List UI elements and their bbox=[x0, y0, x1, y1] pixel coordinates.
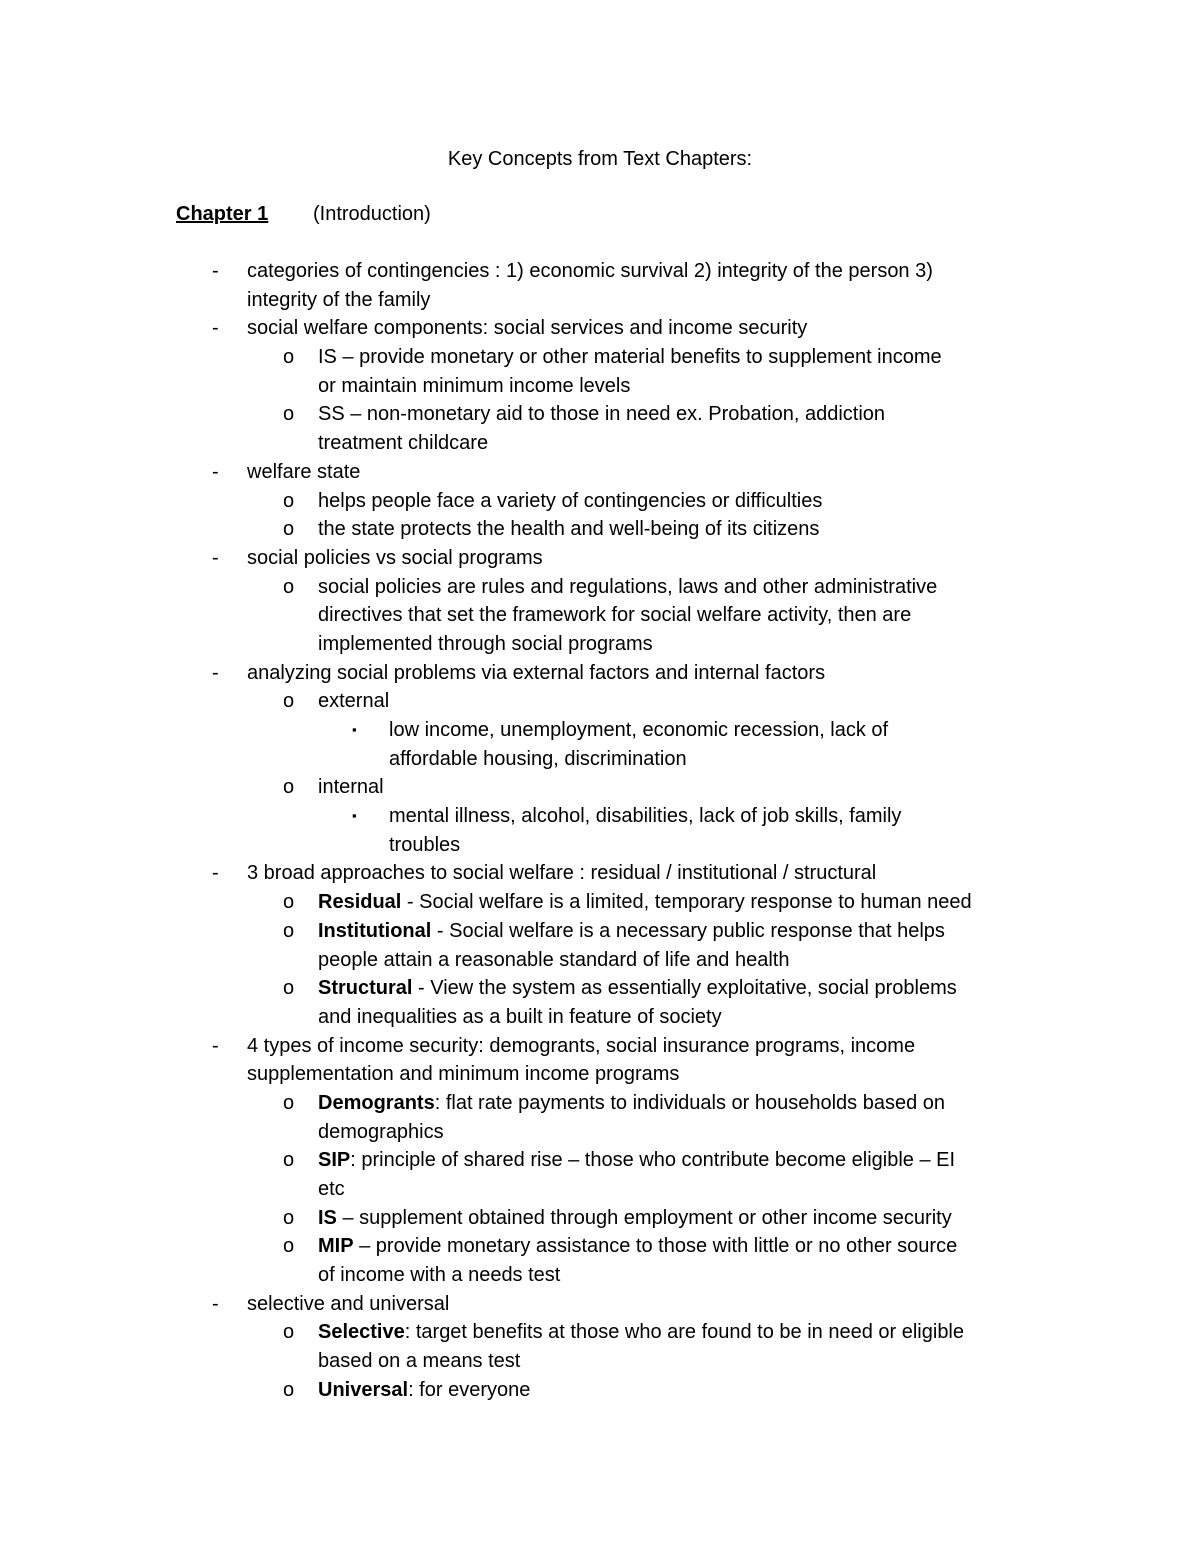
list-item-text bbox=[318, 1003, 722, 1032]
chapter-subtitle: (Introduction) bbox=[313, 203, 431, 225]
list-item-text bbox=[247, 544, 543, 573]
list-item-text bbox=[318, 1089, 945, 1118]
item-text: based on a means test bbox=[318, 1350, 521, 1373]
list-item-text bbox=[389, 802, 901, 831]
list-item-text bbox=[318, 400, 885, 429]
circle-bullet-icon: o bbox=[283, 1378, 295, 1401]
list-item-text bbox=[318, 773, 384, 802]
item-text: directives that set the framework for social welfare activity, then are bbox=[318, 604, 912, 627]
circle-bullet-icon: o bbox=[283, 1321, 295, 1344]
item-text: - View the system as essentially exploitative, social problems bbox=[412, 977, 957, 1000]
list-item bbox=[0, 314, 1200, 343]
list-item bbox=[0, 343, 1200, 372]
list-item bbox=[0, 429, 1200, 458]
item-text: low income, unemployment, economic recession, lack of bbox=[389, 719, 889, 741]
list-item bbox=[0, 286, 1200, 315]
circle-bullet-icon: o bbox=[283, 776, 295, 799]
list-item-text bbox=[318, 372, 630, 401]
list-item bbox=[0, 1003, 1200, 1032]
list-item-text bbox=[318, 601, 911, 630]
item-text: integrity of the family bbox=[247, 288, 431, 311]
list-item bbox=[0, 1376, 1200, 1405]
list-item bbox=[0, 400, 1200, 429]
item-text: treatment childcare bbox=[318, 432, 489, 455]
list-item bbox=[0, 630, 1200, 659]
list-item-text bbox=[247, 1032, 915, 1061]
list-item bbox=[0, 659, 1200, 688]
list-item-text bbox=[247, 257, 933, 286]
item-text: analyzing social problems via external factors and internal factors bbox=[247, 661, 826, 684]
item-text: categories of contingencies : 1) economic survival 2) integrity of the person 3) bbox=[247, 260, 933, 282]
item-text: : principle of shared rise – those who contribute become eligible – EI bbox=[350, 1149, 956, 1172]
item-text: social welfare components: social services and income security bbox=[247, 317, 808, 340]
dash-bullet-icon: - bbox=[212, 317, 219, 340]
item-text: – provide monetary assistance to those with little or no other source bbox=[353, 1235, 958, 1258]
item-text: external bbox=[318, 690, 390, 713]
item-text: the state protects the health and well-being of its citizens bbox=[318, 518, 820, 541]
list-item-text bbox=[247, 458, 360, 487]
list-item-text bbox=[247, 1060, 679, 1089]
term-label: IS bbox=[318, 1206, 337, 1229]
term-label: MIP bbox=[318, 1235, 354, 1258]
dash-bullet-icon: - bbox=[212, 1292, 219, 1315]
list-item-text bbox=[318, 917, 945, 946]
list-item bbox=[0, 917, 1200, 946]
list-item bbox=[0, 1146, 1200, 1175]
term-label: Institutional bbox=[318, 919, 432, 942]
list-item-text bbox=[318, 1204, 952, 1233]
item-text: - Social welfare is a limited, temporary response to human need bbox=[401, 891, 972, 914]
item-text: - Social welfare is a necessary public response that helps bbox=[431, 919, 945, 942]
list-item-text bbox=[318, 1118, 444, 1147]
item-text: welfare state bbox=[247, 460, 361, 483]
list-item-text bbox=[318, 1175, 345, 1204]
dash-bullet-icon: - bbox=[212, 661, 219, 684]
list-item-text bbox=[389, 831, 460, 860]
item-text: : for everyone bbox=[408, 1378, 531, 1401]
list-item-text bbox=[318, 1376, 530, 1405]
list-item-text bbox=[318, 1318, 964, 1347]
circle-bullet-icon: o bbox=[283, 403, 295, 426]
circle-bullet-icon: o bbox=[283, 919, 295, 942]
list-item bbox=[0, 1232, 1200, 1261]
list-item-text bbox=[389, 716, 888, 745]
list-item-text bbox=[247, 314, 807, 343]
list-item-text bbox=[318, 946, 789, 975]
list-item bbox=[0, 802, 1200, 831]
item-text: 3 broad approaches to social welfare : residual / institutional / structural bbox=[247, 862, 877, 885]
dash-bullet-icon: - bbox=[212, 1034, 219, 1057]
term-label: Selective bbox=[318, 1321, 405, 1344]
dash-bullet-icon: - bbox=[212, 460, 219, 483]
item-text: : target benefits at those who are found to be in need or eligible bbox=[404, 1321, 965, 1344]
item-text: people attain a reasonable standard of life and health bbox=[318, 948, 790, 971]
list-item bbox=[0, 745, 1200, 774]
list-item bbox=[0, 974, 1200, 1003]
list-item-text bbox=[247, 859, 876, 888]
list-item bbox=[0, 372, 1200, 401]
list-item-text bbox=[389, 745, 687, 774]
circle-bullet-icon: o bbox=[283, 1091, 295, 1114]
circle-bullet-icon: o bbox=[283, 575, 295, 598]
item-text: of income with a needs test bbox=[318, 1264, 561, 1287]
notes-list bbox=[0, 257, 1200, 1405]
list-item-text bbox=[318, 888, 972, 917]
circle-bullet-icon: o bbox=[283, 690, 295, 713]
list-item-text bbox=[318, 630, 653, 659]
list-item bbox=[0, 1118, 1200, 1147]
list-item-text bbox=[318, 1232, 957, 1261]
item-text: affordable housing, discrimination bbox=[389, 747, 687, 770]
term-label: Universal bbox=[318, 1378, 409, 1401]
list-item-text bbox=[318, 1146, 955, 1175]
item-text: or maintain minimum income levels bbox=[318, 374, 631, 397]
circle-bullet-icon: o bbox=[283, 891, 295, 914]
list-item bbox=[0, 257, 1200, 286]
circle-bullet-icon: o bbox=[283, 977, 295, 1000]
list-item bbox=[0, 946, 1200, 975]
page-title: Key Concepts from Text Chapters: bbox=[447, 148, 753, 170]
circle-bullet-icon: o bbox=[283, 1235, 295, 1258]
chapter-heading: Chapter 1 bbox=[176, 203, 269, 225]
list-item-text bbox=[318, 429, 488, 458]
list-item-text bbox=[247, 1290, 449, 1319]
dash-bullet-icon: - bbox=[212, 862, 219, 885]
term-label: Residual bbox=[318, 891, 402, 914]
list-item bbox=[0, 1060, 1200, 1089]
item-text: SS – non-monetary aid to those in need ex. Probation, addiction bbox=[318, 403, 886, 426]
term-label: Demogrants bbox=[318, 1091, 435, 1114]
list-item-text bbox=[247, 659, 825, 688]
list-item bbox=[0, 716, 1200, 745]
list-item bbox=[0, 1347, 1200, 1376]
list-item-text bbox=[318, 1347, 520, 1376]
list-item bbox=[0, 1032, 1200, 1061]
item-text: selective and universal bbox=[247, 1292, 450, 1315]
list-item bbox=[0, 859, 1200, 888]
circle-bullet-icon: o bbox=[283, 489, 295, 512]
item-text: and inequalities as a built in feature of society bbox=[318, 1005, 722, 1028]
list-item bbox=[0, 487, 1200, 516]
item-text: supplementation and minimum income programs bbox=[247, 1063, 680, 1086]
list-item bbox=[0, 1204, 1200, 1233]
list-item-text bbox=[318, 687, 389, 716]
item-text: – supplement obtained through employment or other income security bbox=[336, 1206, 952, 1229]
item-text: 4 types of income security: demogrants, social insurance programs, income bbox=[247, 1034, 916, 1057]
circle-bullet-icon: o bbox=[283, 1149, 295, 1172]
item-text: demographics bbox=[318, 1120, 444, 1143]
list-item-text bbox=[318, 573, 937, 602]
list-item-text bbox=[318, 515, 819, 544]
list-item bbox=[0, 1290, 1200, 1319]
list-item bbox=[0, 687, 1200, 716]
list-item-text bbox=[318, 1261, 560, 1290]
list-item bbox=[0, 1089, 1200, 1118]
list-item-text bbox=[318, 487, 822, 516]
list-item bbox=[0, 1318, 1200, 1347]
item-text: helps people face a variety of contingencies or difficulties bbox=[318, 489, 823, 512]
item-text: internal bbox=[318, 776, 384, 799]
square-bullet-icon: ▪ bbox=[352, 722, 357, 737]
item-text: social policies are rules and regulations, laws and other administrative bbox=[318, 575, 938, 598]
dash-bullet-icon: - bbox=[212, 260, 219, 282]
list-item bbox=[0, 515, 1200, 544]
list-item bbox=[0, 544, 1200, 573]
item-text: : flat rate payments to individuals or households based on bbox=[434, 1091, 946, 1114]
list-item-text bbox=[318, 343, 942, 372]
list-item bbox=[0, 1261, 1200, 1290]
item-text: etc bbox=[318, 1178, 345, 1200]
list-item bbox=[0, 773, 1200, 802]
list-item bbox=[0, 458, 1200, 487]
circle-bullet-icon: o bbox=[283, 346, 295, 369]
circle-bullet-icon: o bbox=[283, 1206, 295, 1229]
list-item bbox=[0, 601, 1200, 630]
circle-bullet-icon: o bbox=[283, 518, 295, 541]
dash-bullet-icon: - bbox=[212, 546, 219, 569]
term-label: Structural bbox=[318, 977, 413, 1000]
item-text: troubles bbox=[389, 833, 461, 856]
item-text: IS – provide monetary or other material benefits to supplement income bbox=[318, 346, 942, 369]
list-item bbox=[0, 831, 1200, 860]
list-item bbox=[0, 888, 1200, 917]
square-bullet-icon: ▪ bbox=[352, 808, 357, 824]
item-text: social policies vs social programs bbox=[247, 546, 543, 569]
list-item-text bbox=[318, 974, 957, 1003]
item-text: mental illness, alcohol, disabilities, lack of job skills, family bbox=[389, 805, 902, 828]
term-label: SIP bbox=[318, 1149, 351, 1172]
list-item-text bbox=[247, 286, 430, 315]
chapter-header bbox=[176, 200, 431, 228]
item-text: implemented through social programs bbox=[318, 632, 653, 655]
list-item bbox=[0, 1175, 1200, 1204]
list-item bbox=[0, 573, 1200, 602]
